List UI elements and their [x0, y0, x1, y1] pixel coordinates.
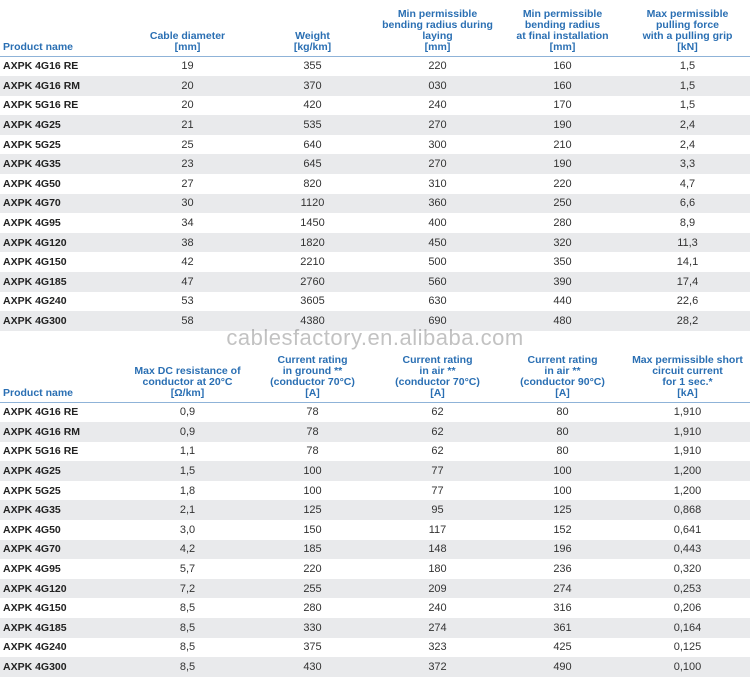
table-row [0, 252, 750, 272]
product-name-cell: AXPK 4G95 [0, 213, 125, 233]
product-name-cell: AXPK 4G16 RE [0, 402, 125, 422]
table-cell: 28,2 [625, 311, 750, 331]
product-name-cell: AXPK 4G185 [0, 272, 125, 292]
table-cell: 480 [500, 311, 625, 331]
table-cell: 100 [500, 461, 625, 481]
column-header: Cable diameter [mm] [125, 0, 250, 56]
table-row [0, 76, 750, 96]
table-cell: 3605 [250, 292, 375, 312]
table-cell: 2,1 [125, 500, 250, 520]
table-cell: 1450 [250, 213, 375, 233]
table-cell: 100 [250, 481, 375, 501]
product-name-cell: AXPK 4G25 [0, 115, 125, 135]
table-cell: 190 [500, 115, 625, 135]
table-cell: 209 [375, 579, 500, 599]
table-header-row [0, 0, 750, 56]
table-cell: 490 [500, 657, 625, 677]
table-cell: 1,5 [125, 461, 250, 481]
table-cell: 150 [250, 520, 375, 540]
column-header: Current rating in air ** (conductor 70°C) [A] [375, 346, 500, 402]
table-row [0, 213, 750, 233]
table-row [0, 135, 750, 155]
table-cell: 17,4 [625, 272, 750, 292]
table-cell: 7,2 [125, 579, 250, 599]
table-row [0, 422, 750, 442]
table-cell: 125 [500, 500, 625, 520]
table-cell: 1,200 [625, 461, 750, 481]
product-name-cell: AXPK 5G25 [0, 481, 125, 501]
product-name-cell: AXPK 4G50 [0, 174, 125, 194]
product-name-cell: AXPK 4G95 [0, 559, 125, 579]
table-cell: 80 [500, 402, 625, 422]
column-header: Weight [kg/km] [250, 0, 375, 56]
product-name-cell: AXPK 4G185 [0, 618, 125, 638]
table-cell: 220 [250, 559, 375, 579]
table-cell: 78 [250, 442, 375, 462]
table-cell: 11,3 [625, 233, 750, 253]
table-cell: 95 [375, 500, 500, 520]
table-cell: 34 [125, 213, 250, 233]
table-cell: 8,5 [125, 598, 250, 618]
column-header: Current rating in air ** (conductor 90°C) [A] [500, 346, 625, 402]
table-cell: 38 [125, 233, 250, 253]
table-cell: 2210 [250, 252, 375, 272]
table-cell: 320 [500, 233, 625, 253]
table-cell: 400 [375, 213, 500, 233]
product-name-cell: AXPK 4G35 [0, 500, 125, 520]
table-row [0, 96, 750, 116]
table-cell: 300 [375, 135, 500, 155]
table-cell: 3,0 [125, 520, 250, 540]
table-row [0, 618, 750, 638]
product-name-cell: AXPK 4G16 RE [0, 56, 125, 76]
table-cell: 280 [250, 598, 375, 618]
table-cell: 280 [500, 213, 625, 233]
table-cell: 80 [500, 442, 625, 462]
table-cell: 535 [250, 115, 375, 135]
table-row [0, 461, 750, 481]
table-row [0, 233, 750, 253]
table-cell: 14,1 [625, 252, 750, 272]
product-name-cell: AXPK 4G120 [0, 233, 125, 253]
product-name-cell: AXPK 4G70 [0, 540, 125, 560]
product-name-cell: AXPK 4G240 [0, 292, 125, 312]
table-cell: 440 [500, 292, 625, 312]
table-cell: 4,7 [625, 174, 750, 194]
table-cell: 350 [500, 252, 625, 272]
table-cell: 47 [125, 272, 250, 292]
table-row [0, 657, 750, 677]
table-row [0, 500, 750, 520]
table-cell: 22,6 [625, 292, 750, 312]
table-row [0, 292, 750, 312]
table-cell: 240 [375, 598, 500, 618]
table-cell: 220 [375, 56, 500, 76]
table-cell: 0,868 [625, 500, 750, 520]
table-cell: 30 [125, 194, 250, 214]
table-row [0, 598, 750, 618]
product-name-cell: AXPK 4G16 RM [0, 422, 125, 442]
table-header-row [0, 346, 750, 402]
product-name-cell: AXPK 4G120 [0, 579, 125, 599]
table-cell: 370 [250, 76, 375, 96]
table-cell: 360 [375, 194, 500, 214]
product-name-cell: AXPK 4G50 [0, 520, 125, 540]
table-cell: 0,253 [625, 579, 750, 599]
product-name-cell: AXPK 4G16 RM [0, 76, 125, 96]
table-cell: 1,200 [625, 481, 750, 501]
table-cell: 390 [500, 272, 625, 292]
column-header: Min permissible bending radius during laying [mm] [375, 0, 500, 56]
table-cell: 21 [125, 115, 250, 135]
table-cell: 500 [375, 252, 500, 272]
table-row [0, 402, 750, 422]
cable-properties-table [0, 0, 750, 331]
table-cell: 196 [500, 540, 625, 560]
table-cell: 270 [375, 154, 500, 174]
table-cell: 8,5 [125, 638, 250, 658]
table-cell: 0,164 [625, 618, 750, 638]
column-header: Current rating in ground ** (conductor 70°C) [A] [250, 346, 375, 402]
table-row [0, 540, 750, 560]
table-cell: 100 [500, 481, 625, 501]
table-cell: 19 [125, 56, 250, 76]
table-cell: 1,910 [625, 422, 750, 442]
table-row [0, 174, 750, 194]
table-cell: 250 [500, 194, 625, 214]
watermark: cablesfactory.en.alibaba.com [226, 325, 524, 350]
table-cell: 78 [250, 422, 375, 442]
table-cell: 236 [500, 559, 625, 579]
table-cell: 1,910 [625, 402, 750, 422]
table-row [0, 194, 750, 214]
table-row [0, 154, 750, 174]
table-cell: 645 [250, 154, 375, 174]
table-cell: 2,4 [625, 115, 750, 135]
table-cell: 78 [250, 402, 375, 422]
product-name-cell: AXPK 5G25 [0, 135, 125, 155]
table-cell: 62 [375, 442, 500, 462]
table-cell: 255 [250, 579, 375, 599]
table-cell: 5,7 [125, 559, 250, 579]
table-row [0, 442, 750, 462]
table-cell: 1,1 [125, 442, 250, 462]
product-name-cell: AXPK 4G25 [0, 461, 125, 481]
table-cell: 148 [375, 540, 500, 560]
table-row [0, 272, 750, 292]
table-cell: 372 [375, 657, 500, 677]
table-cell: 77 [375, 461, 500, 481]
electrical-properties-table [0, 346, 750, 677]
table-cell: 361 [500, 618, 625, 638]
table-row [0, 115, 750, 135]
table-cell: 2,4 [625, 135, 750, 155]
table-cell: 4,2 [125, 540, 250, 560]
table-cell: 1,5 [625, 76, 750, 96]
table-cell: 125 [250, 500, 375, 520]
table-cell: 8,5 [125, 618, 250, 638]
table-cell: 274 [375, 618, 500, 638]
table-cell: 820 [250, 174, 375, 194]
column-header: Max permissible pulling force with a pulling grip [kN] [625, 0, 750, 56]
table-cell: 160 [500, 76, 625, 96]
table-cell: 450 [375, 233, 500, 253]
table-cell: 330 [250, 618, 375, 638]
table-row [0, 638, 750, 658]
table-cell: 220 [500, 174, 625, 194]
product-name-cell: AXPK 4G300 [0, 657, 125, 677]
table-cell: 0,9 [125, 422, 250, 442]
table-cell: 8,5 [125, 657, 250, 677]
table-row [0, 520, 750, 540]
table-cell: 25 [125, 135, 250, 155]
table-cell: 375 [250, 638, 375, 658]
table-cell: 185 [250, 540, 375, 560]
table-cell: 430 [250, 657, 375, 677]
table-cell: 425 [500, 638, 625, 658]
table-cell: 030 [375, 76, 500, 96]
column-header-product-name: Product name [0, 0, 125, 56]
table-row [0, 579, 750, 599]
column-header: Max DC resistance of conductor at 20°C [Ω/km] [125, 346, 250, 402]
table-cell: 420 [250, 96, 375, 116]
table-cell: 62 [375, 402, 500, 422]
table-cell: 274 [500, 579, 625, 599]
table-cell: 270 [375, 115, 500, 135]
product-name-cell: AXPK 4G240 [0, 638, 125, 658]
product-name-cell: AXPK 5G16 RE [0, 96, 125, 116]
table-cell: 100 [250, 461, 375, 481]
product-name-cell: AXPK 5G16 RE [0, 442, 125, 462]
table-cell: 80 [500, 422, 625, 442]
table-cell: 6,6 [625, 194, 750, 214]
table-cell: 42 [125, 252, 250, 272]
table-cell: 117 [375, 520, 500, 540]
table-cell: 355 [250, 56, 375, 76]
table-cell: 190 [500, 154, 625, 174]
table-cell: 630 [375, 292, 500, 312]
column-header: Min permissible bending radius at final installation [mm] [500, 0, 625, 56]
table-cell: 0,9 [125, 402, 250, 422]
table-row [0, 56, 750, 76]
table-cell: 58 [125, 311, 250, 331]
table-cell: 1120 [250, 194, 375, 214]
table-cell: 8,9 [625, 213, 750, 233]
table-cell: 310 [375, 174, 500, 194]
table-cell: 23 [125, 154, 250, 174]
table-cell: 180 [375, 559, 500, 579]
table-cell: 640 [250, 135, 375, 155]
table-cell: 77 [375, 481, 500, 501]
table-cell: 0,641 [625, 520, 750, 540]
table-cell: 1820 [250, 233, 375, 253]
table-cell: 2760 [250, 272, 375, 292]
table-cell: 4380 [250, 311, 375, 331]
table-cell: 0,100 [625, 657, 750, 677]
table-row [0, 559, 750, 579]
table-cell: 53 [125, 292, 250, 312]
column-header: Max permissible short circuit current for 1 sec.* [kA] [625, 346, 750, 402]
table-cell: 20 [125, 96, 250, 116]
table-cell: 323 [375, 638, 500, 658]
table-cell: 240 [375, 96, 500, 116]
product-name-cell: AXPK 4G300 [0, 311, 125, 331]
table-cell: 1,8 [125, 481, 250, 501]
table-cell: 690 [375, 311, 500, 331]
table-cell: 62 [375, 422, 500, 442]
product-name-cell: AXPK 4G70 [0, 194, 125, 214]
table-cell: 152 [500, 520, 625, 540]
table-cell: 27 [125, 174, 250, 194]
table-cell: 0,443 [625, 540, 750, 560]
table-cell: 20 [125, 76, 250, 96]
table-cell: 210 [500, 135, 625, 155]
table-cell: 160 [500, 56, 625, 76]
table-row [0, 311, 750, 331]
table-row [0, 481, 750, 501]
table-cell: 1,910 [625, 442, 750, 462]
table-cell: 0,320 [625, 559, 750, 579]
table-cell: 0,125 [625, 638, 750, 658]
table-cell: 0,206 [625, 598, 750, 618]
table-cell: 1,5 [625, 96, 750, 116]
product-name-cell: AXPK 4G150 [0, 252, 125, 272]
product-name-cell: AXPK 4G150 [0, 598, 125, 618]
table-cell: 170 [500, 96, 625, 116]
table-cell: 316 [500, 598, 625, 618]
product-name-cell: AXPK 4G35 [0, 154, 125, 174]
table-cell: 560 [375, 272, 500, 292]
table-cell: 3,3 [625, 154, 750, 174]
table-cell: 1,5 [625, 56, 750, 76]
column-header-product-name: Product name [0, 346, 125, 402]
